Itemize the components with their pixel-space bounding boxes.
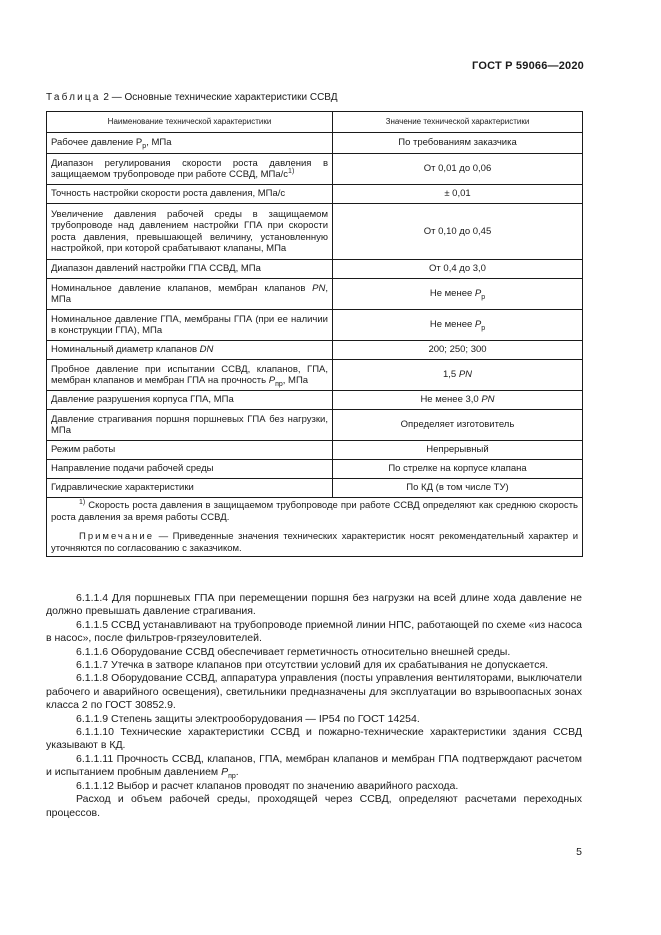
characteristic-name [47, 310, 333, 341]
characteristic-value-text: Непрерывный [426, 444, 489, 456]
characteristic-name-text: Точность настройки скорости роста давления, МПа/с [51, 188, 286, 200]
characteristic-subscript: р [142, 143, 147, 151]
paragraph-text: 6.1.1.8 Оборудование ССВД, аппаратура управления (посты управления вентиляторами, выключатели рабочего и аварийного освещения), светильники предназначены для эксплуатации во взрывоопасных зонах класса 2 по ГОСТ 30852.9. [46, 672, 582, 712]
characteristic-value [333, 479, 583, 498]
characteristic-value [333, 185, 583, 204]
table-row [47, 460, 583, 479]
table-row [47, 260, 583, 279]
table-row [47, 154, 583, 185]
characteristic-value [333, 441, 583, 460]
body-paragraph [46, 793, 582, 820]
characteristic-symbol: DN [199, 344, 214, 356]
body-paragraph [46, 726, 582, 753]
characteristic-value [333, 391, 583, 410]
characteristic-name-text: Направление подачи рабочей среды [51, 463, 214, 475]
characteristic-name [47, 341, 333, 360]
characteristic-name-text: Номинальное давление ГПА, мембраны ГПА (при ее наличии в конструкции ГПА), МПа [51, 313, 328, 336]
note-label: Примечание [79, 531, 154, 542]
table-row [47, 360, 583, 391]
characteristic-value [333, 279, 583, 310]
characteristic-name-text: Рабочее давление P [51, 137, 143, 149]
characteristic-unit: , МПа [146, 137, 172, 149]
characteristic-value [333, 341, 583, 360]
characteristic-value-text: По требованиям заказчика [398, 137, 517, 149]
characteristic-name-text: Режим работы [51, 444, 116, 456]
characteristic-name-text: Давление разрушения корпуса ГПА, МПа [51, 394, 234, 406]
page-number: 5 [576, 846, 582, 858]
characteristic-name [47, 391, 333, 410]
characteristic-unit: , МПа [282, 375, 309, 386]
characteristic-name-text: Диапазон давлений настройки ГПА ССВД, МПа [51, 263, 261, 275]
characteristic-value-text: По стрелке на корпусе клапана [388, 463, 527, 475]
table-row [47, 410, 583, 441]
paragraph-text: 6.1.1.11 Прочность ССВД, клапанов, ГПА, мембран клапанов и мембран ГПА подтверждают расчетом и испытанием пробным давлением [46, 752, 582, 779]
note-text: — Приведенные значения технических характеристик носят рекомендательный характер и уточняются по согласованию с заказчиком. [51, 531, 578, 554]
characteristic-value [333, 154, 583, 185]
paragraph-text: 6.1.1.4 Для поршневых ГПА при перемещении поршня без нагрузки на всей длине хода давление не должно превышать давление страгивания. [46, 592, 582, 618]
body-paragraph [46, 619, 582, 646]
characteristic-name-text: Пробное давление при испытании ССВД, клапанов, ГПА, мембран клапанов и мембран ГПА на прочность [51, 363, 328, 386]
table-row [47, 185, 583, 204]
table-notes-row [47, 498, 583, 557]
specs-table-body [47, 133, 583, 498]
value-symbol: PN [458, 369, 473, 381]
characteristic-value [333, 204, 583, 260]
value-symbol: P [474, 288, 482, 300]
table-row [47, 204, 583, 260]
characteristic-name-text: Номинальный диаметр клапанов [51, 344, 200, 356]
paragraph-text: 6.1.1.7 Утечка в затворе клапанов при отсутствии условий для их срабатывания не допускается. [76, 659, 549, 672]
paragraph-text: 6.1.1.5 ССВД устанавливают на трубопроводе приемной линии НПС, работающей по схеме «из насоса в насос», после фильтров-грязеуловителей. [46, 618, 582, 645]
specs-table [46, 111, 583, 557]
table-header-row [47, 112, 583, 133]
value-subscript: р [481, 325, 486, 333]
paragraph-text: 6.1.1.10 Технические характеристики ССВД и пожарно-технические характеристики здания ССВД указывают в КД. [46, 726, 582, 752]
characteristic-subscript: пр [275, 380, 283, 388]
characteristic-value-text: По КД (в том числе ТУ) [406, 482, 509, 494]
characteristic-value-text: ± 0,01 [444, 188, 471, 200]
value-symbol: P [474, 319, 482, 331]
paragraph-text: 6.1.1.6 Оборудование ССВД обеспечивает герметичность относительно внешней среды. [76, 645, 511, 658]
characteristic-value-text: Определяет изготовитель [400, 419, 515, 431]
characteristic-name-text: Диапазон регулирования скорости роста давления в защищаемом трубопроводе при работе ССВД, МПа/с [51, 157, 328, 180]
body-paragraph [46, 672, 582, 712]
body-paragraph [46, 713, 582, 726]
column-header-name: Наименование технической характеристики [47, 112, 333, 133]
table-footnote [51, 500, 578, 523]
characteristic-unit: , МПа [51, 282, 328, 305]
paragraph-text: 6.1.1.9 Степень защиты электрооборудования — IP54 по ГОСТ 14254. [76, 712, 420, 725]
characteristic-name [47, 133, 333, 154]
characteristic-name [47, 279, 333, 310]
characteristic-value-text: От 0,4 до 3,0 [429, 263, 486, 275]
characteristic-name-text: Гидравлические характеристики [51, 482, 194, 494]
body-paragraph [46, 659, 582, 672]
body-text [46, 592, 582, 820]
characteristic-name [47, 360, 333, 391]
characteristic-name [47, 479, 333, 498]
body-paragraph [46, 780, 582, 793]
characteristic-value-text: 1,5 [442, 369, 459, 381]
characteristic-value-text: От 0,01 до 0,06 [423, 163, 492, 175]
characteristic-name [47, 185, 333, 204]
characteristic-name [47, 260, 333, 279]
body-paragraph [46, 646, 582, 659]
characteristic-value [333, 260, 583, 279]
table-note [51, 531, 578, 554]
table-caption-label: Таблица [46, 92, 101, 103]
value-symbol: PN [481, 394, 495, 406]
value-subscript: р [481, 294, 486, 302]
body-paragraph [46, 592, 582, 619]
characteristic-value [333, 360, 583, 391]
table-notes-cell [47, 498, 583, 557]
characteristic-symbol: P [268, 375, 276, 386]
paragraph-text: 6.1.1.12 Выбор и расчет клапанов проводят по значению аварийного расхода. [76, 779, 459, 792]
footnote-mark: 1) [79, 498, 86, 506]
column-header-value: Значение технической характеристики [333, 112, 583, 133]
characteristic-name [47, 441, 333, 460]
characteristic-name [47, 154, 333, 185]
characteristic-value-text: 200; 250; 300 [428, 344, 487, 356]
characteristic-name [47, 410, 333, 441]
paragraph-symbol: P [221, 766, 229, 779]
table-row [47, 133, 583, 154]
table-caption [46, 92, 338, 103]
characteristic-value-text: Не менее [429, 288, 475, 300]
characteristic-value-text: Не менее [429, 319, 475, 331]
table-row [47, 279, 583, 310]
table-caption-text: 2 — Основные технические характеристики ССВД [100, 92, 338, 103]
characteristic-value-text: Не менее 3,0 [420, 394, 482, 406]
characteristic-value [333, 460, 583, 479]
characteristic-value [333, 410, 583, 441]
table-row [47, 391, 583, 410]
footnote-reference: 1) [288, 167, 295, 175]
paragraph-text: Расход и объем рабочей среды, проходящей через ССВД, определяют расчетами переходных процессов. [46, 793, 582, 819]
footnote-text: Скорость роста давления в защищаемом трубопроводе при работе ССВД определяют как среднюю скорость роста давления за время работы ССВД. [51, 500, 578, 523]
table-row [47, 479, 583, 498]
characteristic-value-text: От 0,10 до 0,45 [423, 225, 492, 237]
standard-designation: ГОСТ Р 59066—2020 [472, 60, 584, 72]
characteristic-value [333, 310, 583, 341]
characteristic-name-text: Увеличение давления рабочей среды в защищаемом трубопроводе над давлением настройки ГПА при скорости роста давления, превышающей величину, установленную настройкой, при которой срабатывают клапаны, МПа [51, 208, 328, 254]
table-row [47, 341, 583, 360]
table-row [47, 310, 583, 341]
paragraph-subscript: пр [228, 773, 236, 781]
characteristic-symbol: PN [312, 282, 326, 294]
characteristic-name [47, 204, 333, 260]
paragraph-tail: . [235, 766, 239, 779]
characteristic-name-text: Давление страгивания поршня поршневых ГПА без нагрузки, МПа [51, 413, 328, 436]
characteristic-name-text: Номинальное давление клапанов, мембран клапанов [51, 282, 313, 294]
body-paragraph [46, 753, 582, 780]
table-row [47, 441, 583, 460]
characteristic-name [47, 460, 333, 479]
characteristic-value [333, 133, 583, 154]
